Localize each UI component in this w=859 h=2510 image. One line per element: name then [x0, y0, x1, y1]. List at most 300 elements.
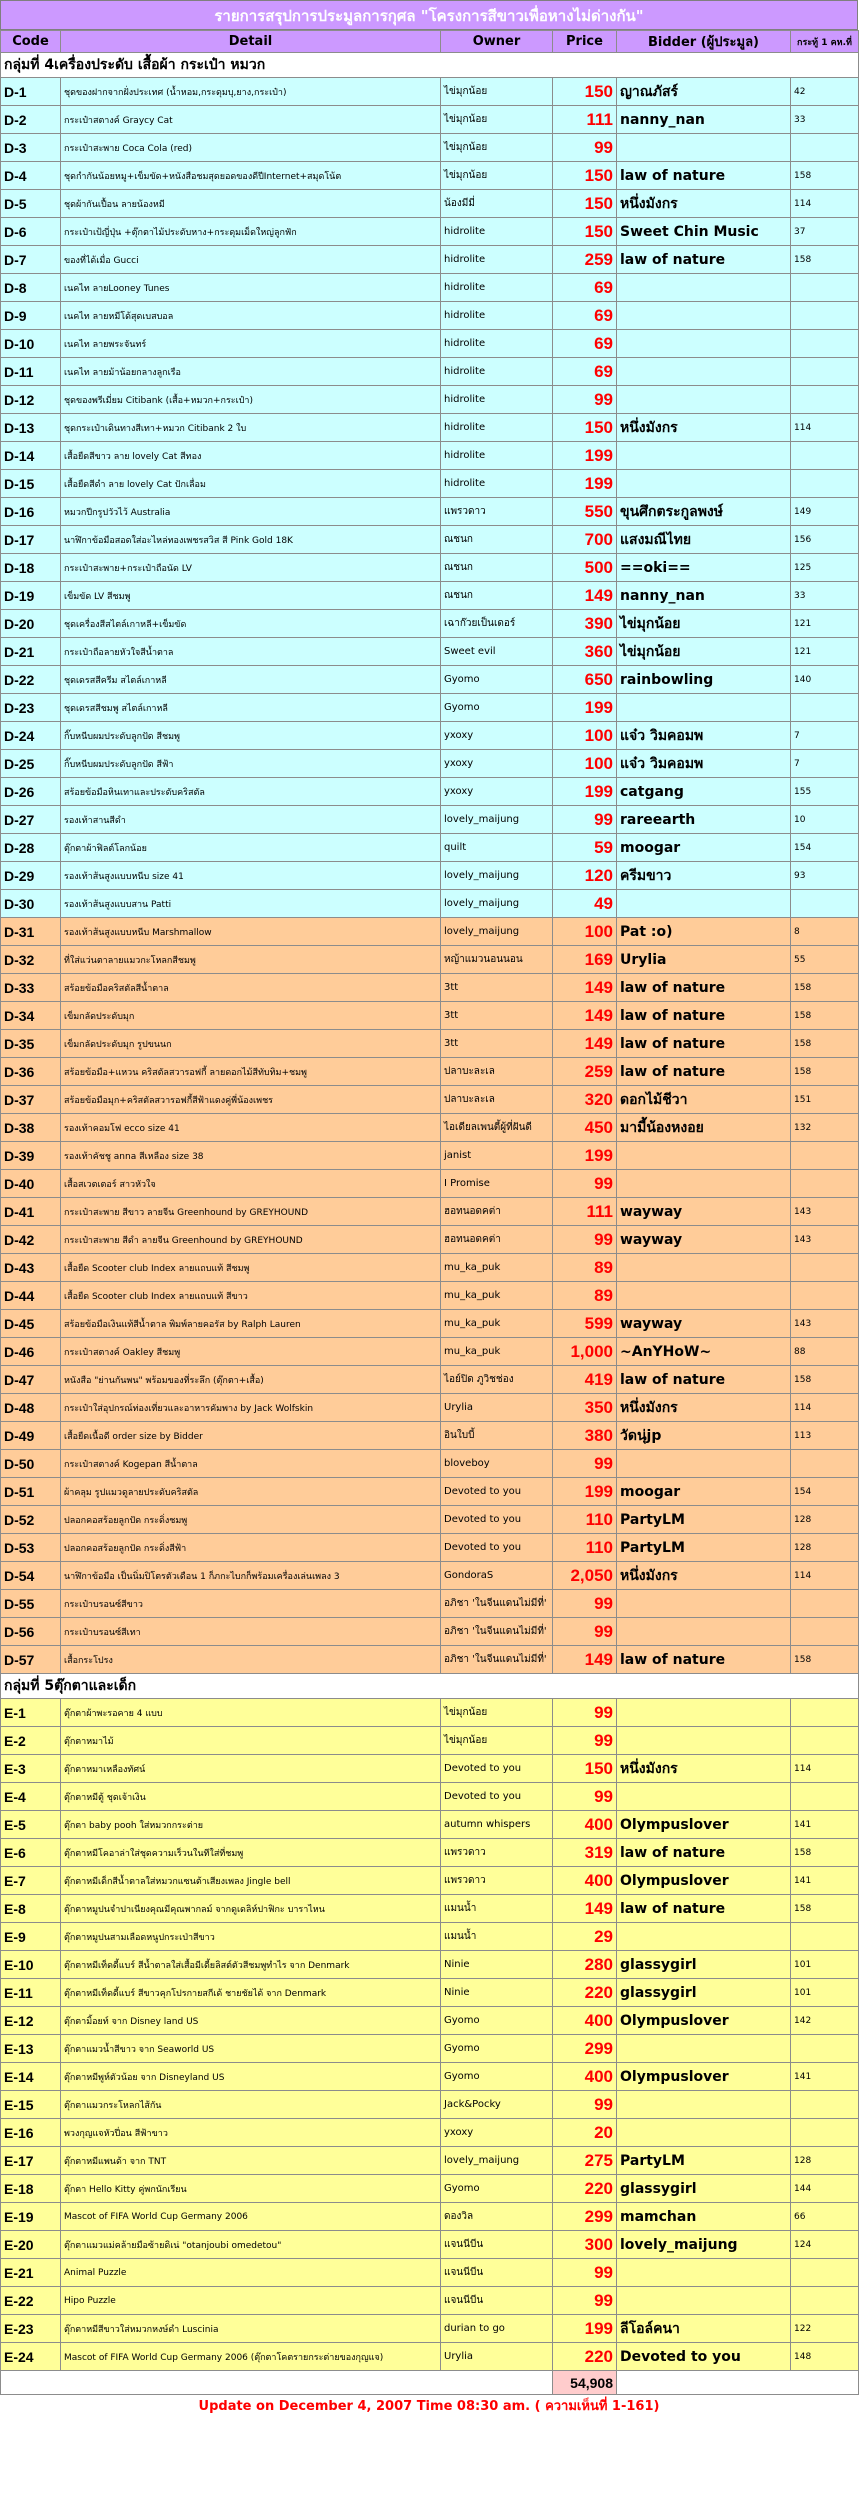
item-owner: hidrolite	[441, 470, 553, 498]
table-row	[1, 778, 859, 806]
item-comment-number: 143	[791, 1226, 859, 1254]
item-owner: แจนนีบีน	[441, 2259, 553, 2287]
item-bidder	[617, 386, 791, 414]
item-code: D-5	[1, 190, 61, 218]
item-code: D-57	[1, 1646, 61, 1674]
table-row	[1, 1951, 859, 1979]
table-row	[1, 890, 859, 918]
table-row	[1, 1366, 859, 1394]
item-detail: ตุ๊กตาหมีเท็ดดี้แบร์ สีขาวคุกโปรกายสกีเด้ ชายชัยได้ จาก Denmark	[61, 1979, 441, 2007]
item-bidder: wayway	[617, 1226, 791, 1254]
table-row	[1, 1422, 859, 1450]
table-row	[1, 1923, 859, 1951]
item-owner: autumn whispers	[441, 1811, 553, 1839]
item-bidder: law of nature	[617, 1002, 791, 1030]
item-owner: Gyomo	[441, 694, 553, 722]
item-detail: Mascot of FIFA World Cup Germany 2006	[61, 2203, 441, 2231]
item-comment-number: 158	[791, 974, 859, 1002]
item-detail: กระเป๋าสตางค์ Kogepan สีน้ำตาล	[61, 1450, 441, 1478]
item-owner: Devoted to you	[441, 1478, 553, 1506]
item-price: 99	[553, 2091, 617, 2119]
item-bidder	[617, 1450, 791, 1478]
item-owner: yxoxy	[441, 722, 553, 750]
table-row	[1, 414, 859, 442]
item-comment-number: 88	[791, 1338, 859, 1366]
item-comment-number	[791, 470, 859, 498]
item-code: E-12	[1, 2007, 61, 2035]
item-detail: ตุ๊กตา Hello Kitty คู่พกนักเรียน	[61, 2175, 441, 2203]
item-code: D-51	[1, 1478, 61, 1506]
item-comment-number: 128	[791, 1506, 859, 1534]
table-row	[1, 610, 859, 638]
item-comment-number	[791, 302, 859, 330]
table-row	[1, 2287, 859, 2315]
item-bidder: PartyLM	[617, 1534, 791, 1562]
table-row	[1, 1030, 859, 1058]
item-comment-number	[791, 386, 859, 414]
item-price: 69	[553, 358, 617, 386]
table-row	[1, 1811, 859, 1839]
item-price: 150	[553, 162, 617, 190]
item-bidder: ขุนศึกตระกูลพงษ์	[617, 498, 791, 526]
item-code: E-21	[1, 2259, 61, 2287]
item-bidder: หนึ่งมังกร	[617, 1755, 791, 1783]
item-price: 149	[553, 1030, 617, 1058]
item-detail: กระเป๋าสะพาย สีขาว ลายจีน Greenhound by GREYHOUND	[61, 1198, 441, 1226]
header-detail: Detail	[61, 31, 441, 53]
item-comment-number	[791, 1282, 859, 1310]
item-comment-number	[791, 1727, 859, 1755]
item-detail: รองเท้าส้นสูงแบบหนีบ size 41	[61, 862, 441, 890]
item-detail: กระเป๋าสะพาย+กระเป๋าถือนัด LV	[61, 554, 441, 582]
table-row	[1, 2231, 859, 2259]
item-comment-number: 158	[791, 162, 859, 190]
item-comment-number: 158	[791, 1895, 859, 1923]
item-comment-number: 149	[791, 498, 859, 526]
item-owner: mu_ka_puk	[441, 1338, 553, 1366]
item-comment-number: 141	[791, 2063, 859, 2091]
table-row	[1, 2259, 859, 2287]
item-code: E-23	[1, 2315, 61, 2343]
item-comment-number	[791, 1254, 859, 1282]
item-detail: ตุ๊กตาหมีโคอาล่าใส่ชุดความเร็วนในทีใส่ที่ชมพู	[61, 1839, 441, 1867]
item-price: 99	[553, 1450, 617, 1478]
table-row	[1, 246, 859, 274]
item-code: E-19	[1, 2203, 61, 2231]
item-detail: เข็มขัด LV สีชมพู	[61, 582, 441, 610]
item-bidder: วัดนุ่jp	[617, 1422, 791, 1450]
item-detail: สร้อยข้อมือหินเทาและประดับคริสตัล	[61, 778, 441, 806]
item-owner: ปลาบะละเล	[441, 1058, 553, 1086]
item-code: E-6	[1, 1839, 61, 1867]
item-detail: ตุ๊กตาหมีตู้ ชุดเจ้าเงิน	[61, 1783, 441, 1811]
item-detail: Animal Puzzle	[61, 2259, 441, 2287]
item-code: E-17	[1, 2147, 61, 2175]
item-owner: lovely_maijung	[441, 890, 553, 918]
item-comment-number: 158	[791, 1058, 859, 1086]
item-detail: เนคไท ลายพระจันทร์	[61, 330, 441, 358]
table-row	[1, 2091, 859, 2119]
item-price: 99	[553, 1226, 617, 1254]
table-row	[1, 1727, 859, 1755]
item-detail: เสื้อยืดสีดำ ลาย lovely Cat ปักเลื่อม	[61, 470, 441, 498]
item-comment-number	[791, 134, 859, 162]
item-bidder	[617, 2091, 791, 2119]
item-owner: hidrolite	[441, 218, 553, 246]
item-comment-number	[791, 1783, 859, 1811]
item-code: D-13	[1, 414, 61, 442]
table-row	[1, 498, 859, 526]
item-comment-number: 158	[791, 1030, 859, 1058]
item-owner: 3tt	[441, 1002, 553, 1030]
item-price: 110	[553, 1506, 617, 1534]
item-bidder: Urylia	[617, 946, 791, 974]
item-code: E-10	[1, 1951, 61, 1979]
item-bidder: law of nature	[617, 1839, 791, 1867]
item-price: 89	[553, 1254, 617, 1282]
item-bidder	[617, 694, 791, 722]
item-comment-number: 143	[791, 1310, 859, 1338]
item-comment-number	[791, 1618, 859, 1646]
item-bidder: Olympuslover	[617, 1867, 791, 1895]
item-code: D-18	[1, 554, 61, 582]
item-owner: quilt	[441, 834, 553, 862]
item-owner: ไข่มุกน้อย	[441, 78, 553, 106]
item-comment-number: 55	[791, 946, 859, 974]
item-owner: lovely_maijung	[441, 862, 553, 890]
item-owner: ไข่มุกน้อย	[441, 1727, 553, 1755]
item-bidder	[617, 442, 791, 470]
table-row	[1, 1646, 859, 1674]
item-price: 320	[553, 1086, 617, 1114]
item-bidder	[617, 134, 791, 162]
item-detail: ตุ๊กตาหมูปนจำปาเนียงคุณมีคุณพากลม์ จากดูเดลิห์ปาฟิกะ บาราไหน	[61, 1895, 441, 1923]
table-row	[1, 806, 859, 834]
item-comment-number	[791, 358, 859, 386]
item-detail: ปลอกคอสร้อยลูกปัด กระดิ่งชมพู	[61, 1506, 441, 1534]
item-comment-number	[791, 2119, 859, 2147]
item-detail: กระเป๋าใส่อุปกรณ์ท่องเที่ยวและอาหารคัมพาง by Jack Wolfskin	[61, 1394, 441, 1422]
total-spacer	[1, 2371, 553, 2395]
item-detail: ชุดเดรสสีครีม สไตล์เกาหลี	[61, 666, 441, 694]
item-bidder	[617, 302, 791, 330]
item-code: D-7	[1, 246, 61, 274]
item-detail: หมวกปีกรูปวัวไว้ Australia	[61, 498, 441, 526]
table-row	[1, 1310, 859, 1338]
item-bidder: law of nature	[617, 1895, 791, 1923]
item-owner: bloveboy	[441, 1450, 553, 1478]
item-code: D-14	[1, 442, 61, 470]
item-detail: ชุดเครื่องสีสไตล์เกาหลี+เข็มขัด	[61, 610, 441, 638]
item-detail: เสื้อยืด Scooter club Index ลายแถบแท้ สีขาว	[61, 1282, 441, 1310]
item-bidder	[617, 1727, 791, 1755]
item-detail: เสื้อกระโปรง	[61, 1646, 441, 1674]
item-comment-number: 144	[791, 2175, 859, 2203]
sheet-title: รายการสรุปการประมูลการกุศล "โครงการสีขาวเพื่อหางไม่ด่างกัน"	[0, 0, 858, 30]
item-price: 100	[553, 918, 617, 946]
item-owner: แพรวดาว	[441, 1867, 553, 1895]
item-comment-number	[791, 1142, 859, 1170]
item-detail: เข็มกลัดประดับมุก	[61, 1002, 441, 1030]
item-code: D-52	[1, 1506, 61, 1534]
item-price: 550	[553, 498, 617, 526]
item-code: D-34	[1, 1002, 61, 1030]
item-bidder	[617, 330, 791, 358]
item-code: D-28	[1, 834, 61, 862]
item-price: 700	[553, 526, 617, 554]
item-comment-number: 114	[791, 414, 859, 442]
item-bidder: moogar	[617, 834, 791, 862]
item-comment-number: 156	[791, 526, 859, 554]
item-owner: yxoxy	[441, 2119, 553, 2147]
group-header-row	[1, 1674, 859, 1699]
item-owner: mu_ka_puk	[441, 1282, 553, 1310]
item-price: 2,050	[553, 1562, 617, 1590]
item-detail: เนคไท ลายLooney Tunes	[61, 274, 441, 302]
item-owner: Gyomo	[441, 2035, 553, 2063]
item-detail: รองเท้าคัชชู anna สีเหลือง size 38	[61, 1142, 441, 1170]
item-comment-number: 114	[791, 190, 859, 218]
table-row	[1, 442, 859, 470]
item-detail: กระเป๋าบรอนซ์สีเทา	[61, 1618, 441, 1646]
item-code: D-33	[1, 974, 61, 1002]
table-row	[1, 1450, 859, 1478]
item-comment-number	[791, 2259, 859, 2287]
table-row	[1, 1394, 859, 1422]
item-bidder	[617, 470, 791, 498]
item-bidder: law of nature	[617, 162, 791, 190]
table-row	[1, 218, 859, 246]
item-price: 350	[553, 1394, 617, 1422]
item-owner: ณชนก	[441, 582, 553, 610]
item-price: 20	[553, 2119, 617, 2147]
item-comment-number: 42	[791, 78, 859, 106]
item-bidder	[617, 1142, 791, 1170]
item-detail: พวงกุญแจหัวปี่อน สีฟ้าขาว	[61, 2119, 441, 2147]
item-owner: hidrolite	[441, 358, 553, 386]
item-owner: น้องมีมี่	[441, 190, 553, 218]
item-comment-number: 66	[791, 2203, 859, 2231]
item-bidder: catgang	[617, 778, 791, 806]
item-detail: เสื้อยืดสีขาว ลาย lovely Cat สีทอง	[61, 442, 441, 470]
item-price: 111	[553, 1198, 617, 1226]
item-comment-number: 113	[791, 1422, 859, 1450]
item-code: E-24	[1, 2343, 61, 2371]
item-detail: ตุ๊กตาหมาไม้	[61, 1727, 441, 1755]
item-code: D-44	[1, 1282, 61, 1310]
item-code: D-48	[1, 1394, 61, 1422]
item-code: D-4	[1, 162, 61, 190]
item-price: 99	[553, 386, 617, 414]
item-owner: ไอย์ปิด ภูวิชช่อง	[441, 1366, 553, 1394]
item-code: E-4	[1, 1783, 61, 1811]
item-bidder	[617, 1590, 791, 1618]
table-row	[1, 1839, 859, 1867]
item-detail: ชุดเดรสสีชมพู สไตล์เกาหลี	[61, 694, 441, 722]
item-detail: เสื้อยืด Scooter club Index ลายแถบแท้ สีชมพู	[61, 1254, 441, 1282]
item-bidder	[617, 2259, 791, 2287]
item-code: D-3	[1, 134, 61, 162]
item-code: E-8	[1, 1895, 61, 1923]
item-code: D-9	[1, 302, 61, 330]
item-comment-number: 33	[791, 106, 859, 134]
item-price: 49	[553, 890, 617, 918]
item-bidder: ไข่มุกน้อย	[617, 638, 791, 666]
item-owner: เฉาก๊วยเป็นเดอร์	[441, 610, 553, 638]
item-detail: ตุ๊กตา baby pooh ใส่หมวกกระต่าย	[61, 1811, 441, 1839]
item-price: 400	[553, 1811, 617, 1839]
item-comment-number: 154	[791, 834, 859, 862]
item-comment-number: 114	[791, 1562, 859, 1590]
item-owner: hidrolite	[441, 442, 553, 470]
item-bidder	[617, 1282, 791, 1310]
table-row	[1, 582, 859, 610]
table-row	[1, 1226, 859, 1254]
item-code: D-38	[1, 1114, 61, 1142]
item-price: 99	[553, 1699, 617, 1727]
item-owner: hidrolite	[441, 274, 553, 302]
item-bidder	[617, 1699, 791, 1727]
item-price: 99	[553, 1783, 617, 1811]
item-bidder: wayway	[617, 1310, 791, 1338]
item-comment-number: 155	[791, 778, 859, 806]
header-comment-number: กระทู้ 1 คห.ที่	[791, 31, 859, 53]
item-bidder: nanny_nan	[617, 582, 791, 610]
table-row	[1, 2007, 859, 2035]
item-detail: ตุ๊กตามิ้อยท์ จาก Disney land US	[61, 2007, 441, 2035]
item-price: 199	[553, 694, 617, 722]
item-price: 220	[553, 1979, 617, 2007]
item-owner: อภิชา 'ในจีนแดนไม่มีที่'	[441, 1590, 553, 1618]
total-spacer-right	[617, 2371, 859, 2395]
item-detail: กระเป๋าสตางค์ Graycy Cat	[61, 106, 441, 134]
item-owner: Devoted to you	[441, 1755, 553, 1783]
item-owner: yxoxy	[441, 778, 553, 806]
item-detail: ของที่ได้เมื่อ Gucci	[61, 246, 441, 274]
table-row	[1, 1198, 859, 1226]
item-detail: ชุดผ้ากันเปื้อน ลายน้องหมี	[61, 190, 441, 218]
item-owner: 3tt	[441, 1030, 553, 1058]
item-detail: เนคไท ลายหมีโด้สุดเบสบอล	[61, 302, 441, 330]
item-price: 99	[553, 2287, 617, 2315]
table-row	[1, 190, 859, 218]
item-owner: Ninie	[441, 1979, 553, 2007]
item-detail: กระเป๋าสะพาย สีดำ ลายจีน Greenhound by GREYHOUND	[61, 1226, 441, 1254]
table-row	[1, 302, 859, 330]
total-price: 54,908	[553, 2371, 617, 2395]
item-owner: hidrolite	[441, 386, 553, 414]
item-code: D-17	[1, 526, 61, 554]
table-row	[1, 1895, 859, 1923]
header-bidder: Bidder (ผู้ประมูล)	[617, 31, 791, 53]
item-code: D-30	[1, 890, 61, 918]
table-row	[1, 750, 859, 778]
item-detail: ชุดกระเป๋าเดินทางสีเทา+หมวก Citibank 2 ใบ	[61, 414, 441, 442]
table-row	[1, 526, 859, 554]
item-detail: ตุ๊กตาหมีพูห์ตัวน้อย จาก Disneyland US	[61, 2063, 441, 2091]
item-detail: สร้อยข้อมือมุก+คริสตัลสวารอฟกี้สีฟ้าแดงคู่พี่น้องเพชร	[61, 1086, 441, 1114]
update-footer: Update on December 4, 2007 Time 08:30 am. ( ความเห็นที่ 1-161)	[0, 2395, 858, 2419]
group-header-row	[1, 53, 859, 78]
item-bidder: Olympuslover	[617, 2063, 791, 2091]
item-detail: ชุดของพรีเมี่ยม Citibank (เสื้อ+หมวก+กระเป๋า)	[61, 386, 441, 414]
table-row	[1, 78, 859, 106]
item-owner: Devoted to you	[441, 1783, 553, 1811]
table-row	[1, 1114, 859, 1142]
item-comment-number	[791, 274, 859, 302]
item-detail: รองเท้าสานสีดำ	[61, 806, 441, 834]
table-row	[1, 554, 859, 582]
item-comment-number	[791, 442, 859, 470]
table-row	[1, 946, 859, 974]
item-bidder: หนึ่งมังกร	[617, 1562, 791, 1590]
item-bidder: ==oki==	[617, 554, 791, 582]
item-comment-number: 140	[791, 666, 859, 694]
item-bidder	[617, 1170, 791, 1198]
item-bidder: หนึ่งมังกร	[617, 190, 791, 218]
item-bidder	[617, 2035, 791, 2063]
table-row	[1, 470, 859, 498]
item-bidder	[617, 2119, 791, 2147]
table-row	[1, 386, 859, 414]
item-price: 599	[553, 1310, 617, 1338]
item-comment-number: 121	[791, 638, 859, 666]
item-comment-number	[791, 1450, 859, 1478]
item-owner: แพรวดาว	[441, 498, 553, 526]
item-owner: แจนนีบีน	[441, 2287, 553, 2315]
item-code: D-37	[1, 1086, 61, 1114]
item-code: D-10	[1, 330, 61, 358]
item-owner: อภิชา 'ในจีนแดนไม่มีที่'	[441, 1646, 553, 1674]
item-price: 199	[553, 1142, 617, 1170]
item-price: 111	[553, 106, 617, 134]
item-bidder: PartyLM	[617, 1506, 791, 1534]
item-owner: GondoraS	[441, 1562, 553, 1590]
item-owner: Gyomo	[441, 2175, 553, 2203]
table-row	[1, 694, 859, 722]
item-comment-number: 158	[791, 1366, 859, 1394]
item-comment-number	[791, 890, 859, 918]
item-price: 390	[553, 610, 617, 638]
table-row	[1, 1979, 859, 2007]
item-detail: ตุ๊กตาหมีเท็ดดี้แบร์ สีน้ำตาลใส่เสื้อมีเดี้ยลิสต์ตัวสีชมพูทำไร จาก Denmark	[61, 1951, 441, 1979]
item-owner: ณชนก	[441, 554, 553, 582]
item-code: D-27	[1, 806, 61, 834]
item-price: 199	[553, 442, 617, 470]
item-bidder: แสงมณีไทย	[617, 526, 791, 554]
item-code: D-16	[1, 498, 61, 526]
item-comment-number: 158	[791, 1002, 859, 1030]
item-comment-number: 114	[791, 1755, 859, 1783]
table-row	[1, 1506, 859, 1534]
item-bidder: wayway	[617, 1198, 791, 1226]
item-owner: ไข่มุกน้อย	[441, 162, 553, 190]
item-detail: ตุ๊กตาหมีสีขาวใส่หมวกหงษ์ดำ Luscinia	[61, 2315, 441, 2343]
item-detail: กระเป๋าถือลายหัวใจสีน้ำตาล	[61, 638, 441, 666]
item-code: E-7	[1, 1867, 61, 1895]
table-row	[1, 106, 859, 134]
item-detail: Hipo Puzzle	[61, 2287, 441, 2315]
item-price: 419	[553, 1366, 617, 1394]
item-owner: Sweet evil	[441, 638, 553, 666]
item-code: D-1	[1, 78, 61, 106]
item-price: 150	[553, 414, 617, 442]
item-bidder	[617, 1783, 791, 1811]
item-owner: อภิชา 'ในจีนแดนไม่มีที่'	[441, 1618, 553, 1646]
item-comment-number: 141	[791, 1811, 859, 1839]
item-owner: ฮอทนอดคต่า	[441, 1198, 553, 1226]
item-bidder: หนึ่งมังกร	[617, 1394, 791, 1422]
